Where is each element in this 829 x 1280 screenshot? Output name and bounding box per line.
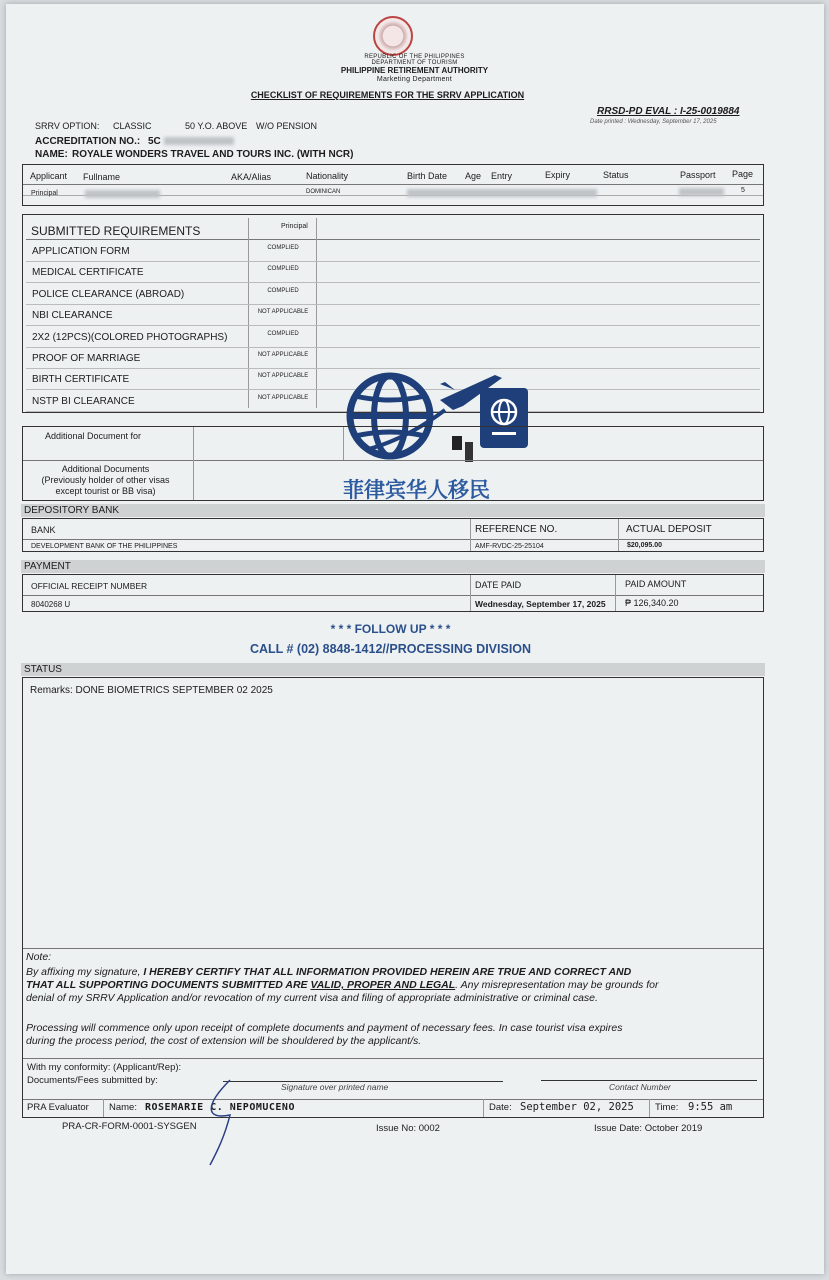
accreditation-number: 5C [148, 136, 234, 147]
additional-doc-for: Additional Document for [45, 431, 142, 441]
depository-section-header: DEPOSITORY BANK [21, 504, 765, 517]
conformity-label: With my conformity: (Applicant/Rep): [27, 1062, 182, 1073]
follow-up-phone: CALL # (02) 8848-1412//PROCESSING DIVISION [249, 642, 532, 656]
payment-section-header: PAYMENT [21, 560, 765, 573]
requirement-status: COMPLIED [267, 330, 299, 337]
deposit-table [22, 518, 764, 552]
col-nationality: Nationality [306, 171, 349, 181]
additional-docs-line2: (Previously holder of other visas [41, 475, 170, 485]
requirement-status: NOT APPLICABLE [257, 309, 309, 316]
issue-number: Issue No: 0002 [376, 1123, 440, 1134]
issue-date: Issue Date: October 2019 [594, 1123, 703, 1134]
pension-option: W/O PENSION [256, 121, 318, 131]
requirement-label: NSTP BI CLEARANCE [32, 395, 135, 407]
requirement-row [26, 326, 760, 348]
applicant-nationality: DOMINICAN [306, 189, 341, 195]
reference-number: RRSD-PD EVAL : I-25-0019884 [597, 106, 740, 117]
paid-amount-label: PAID AMOUNT [625, 579, 687, 589]
pra-seal-icon [373, 16, 413, 56]
evaluator-time: 9:55 am [688, 1101, 733, 1113]
name-label: NAME: [35, 149, 68, 160]
processing-statement: Processing will commence only upon receipt of complete documents and payment of necessary fees. In case tourist visa expires during the process period, the cost of extension will be shouldered by the applicant/s. [26, 1022, 623, 1047]
status-remarks: Remarks: DONE BIOMETRICS SEPTEMBER 02 2025 [30, 685, 273, 696]
requirement-status: COMPLIED [267, 266, 299, 273]
or-number-label: OFFICIAL RECEIPT NUMBER [31, 581, 148, 591]
requirement-row [26, 283, 760, 305]
col-passport: Passport [680, 170, 716, 180]
additional-docs-line3: except tourist or BB visa) [55, 486, 156, 496]
requirement-label: PROOF OF MARRIAGE [32, 353, 141, 364]
requirements-title: SUBMITTED REQUIREMENTS [31, 224, 201, 238]
page-title: CHECKLIST OF REQUIREMENTS FOR THE SRRV APPLICATION [250, 90, 525, 100]
agency-client-name: ROYALE WONDERS TRAVEL AND TOURS INC. (WITH NCR) [72, 149, 354, 160]
watermark-text: 菲律宾华人移民 [343, 478, 490, 502]
additional-docs-line1: Additional Documents [61, 464, 150, 474]
col-birthdate: Birth Date [407, 171, 448, 181]
col-expiry: Expiry [545, 170, 571, 180]
bank-name: DEVELOPMENT BANK OF THE PHILIPPINES [31, 543, 178, 550]
requirement-status: COMPLIED [267, 287, 299, 294]
applicant-page: 5 [741, 187, 745, 194]
date-paid-value: Wednesday, September 17, 2025 [475, 599, 606, 609]
col-fullname: Fullname [83, 172, 121, 182]
requirement-row [26, 347, 760, 369]
evaluator-date: September 02, 2025 [520, 1101, 634, 1113]
redacted-fullname [85, 190, 160, 198]
requirement-row [26, 261, 760, 283]
requirement-row [26, 240, 760, 262]
signature-label: Signature over printed name [281, 1082, 389, 1092]
accreditation-label: ACCREDITATION NO.: [35, 136, 141, 147]
col-age: Age [465, 171, 482, 181]
evaluator-date-label: Date: [489, 1102, 512, 1113]
applicant-type: Principal [31, 190, 58, 197]
srrv-option: CLASSIC [113, 121, 152, 131]
republic-line: REPUBLIC OF THE PHILIPPINES [364, 54, 465, 60]
date-printed: Date printed : Wednesday, September 17, 2025 [590, 119, 717, 125]
requirement-status: COMPLIED [267, 245, 299, 251]
col-page: Page [732, 169, 754, 179]
bank-label: BANK [31, 525, 56, 535]
reference-label: REFERENCE NO. [475, 524, 558, 535]
status-box [22, 677, 764, 1118]
evaluator-label: PRA Evaluator [27, 1102, 89, 1113]
requirement-label: MEDICAL CERTIFICATE [32, 267, 144, 279]
date-paid-label: DATE PAID [475, 580, 522, 590]
actual-deposit-label: ACTUAL DEPOSIT [626, 524, 712, 535]
follow-up-heading: * * * FOLLOW UP * * * [330, 622, 451, 636]
requirement-row [26, 304, 760, 326]
requirement-label: APPLICATION FORM [32, 246, 130, 257]
submitted-by-label: Documents/Fees submitted by: [27, 1075, 158, 1086]
age-option: 50 Y.O. ABOVE [185, 121, 248, 131]
srrv-option-label: SRRV OPTION: [35, 121, 100, 131]
signature-mark-icon [200, 1075, 240, 1170]
evaluator-name-label: Name: [109, 1102, 137, 1113]
contact-number-label: Contact Number [609, 1082, 671, 1092]
agency-name: PHILIPPINE RETIREMENT AUTHORITY [340, 66, 489, 75]
requirement-label: POLICE CLEARANCE (ABROAD) [32, 288, 185, 300]
redacted-details [407, 189, 597, 197]
requirement-status: NOT APPLICABLE [257, 373, 309, 380]
applicant-table [22, 164, 764, 206]
redacted-passport [679, 188, 724, 196]
col-aka: AKA/Alias [231, 172, 272, 182]
reference-value: AMF-RVDC-25-25104 [475, 543, 544, 550]
paid-amount-value: ₱ 126,340.20 [625, 598, 679, 608]
col-status: Status [603, 170, 629, 180]
form-number: PRA-CR-FORM-0001-SYSGEN [62, 1121, 197, 1132]
dept-name: Marketing Department [376, 76, 453, 83]
requirement-status: NOT APPLICABLE [257, 352, 309, 358]
actual-deposit-value: $20,095.00 [627, 542, 663, 549]
note-label: Note: [26, 951, 52, 963]
requirements-col-principal: Principal [281, 223, 308, 230]
status-section-header: STATUS [21, 663, 765, 676]
requirement-label: 2X2 (12PCS)(COLORED PHOTOGRAPHS) [32, 331, 228, 343]
evaluator-time-label: Time: [655, 1102, 679, 1113]
department-line: DEPARTMENT OF TOURISM [371, 60, 458, 66]
col-applicant: Applicant [30, 171, 68, 181]
payment-table [22, 574, 764, 612]
requirement-label: NBI CLEARANCE [32, 310, 113, 322]
additional-documents-table [22, 426, 764, 501]
requirement-status: NOT APPLICABLE [257, 394, 309, 401]
or-number-value: 8040268 U [31, 600, 71, 609]
evaluator-name: ROSEMARIE C. NEPOMUCENO [145, 1102, 295, 1113]
col-entry: Entry [491, 171, 513, 181]
certification-statement: By affixing my signature, I HEREBY CERTIFY THAT ALL INFORMATION PROVIDED HEREIN ARE TRUE AND CORRECT AND THAT ALL SUPPORTING DOCUMENTS SUBMITTED ARE VALID, PROPER AND LEGAL. Any misrepresentation may be grounds for denial of my SRRV Application and/or revocation of my current visa and filing of appropriate administrative or criminal case. [26, 966, 659, 1004]
requirement-label: BIRTH CERTIFICATE [32, 374, 130, 386]
